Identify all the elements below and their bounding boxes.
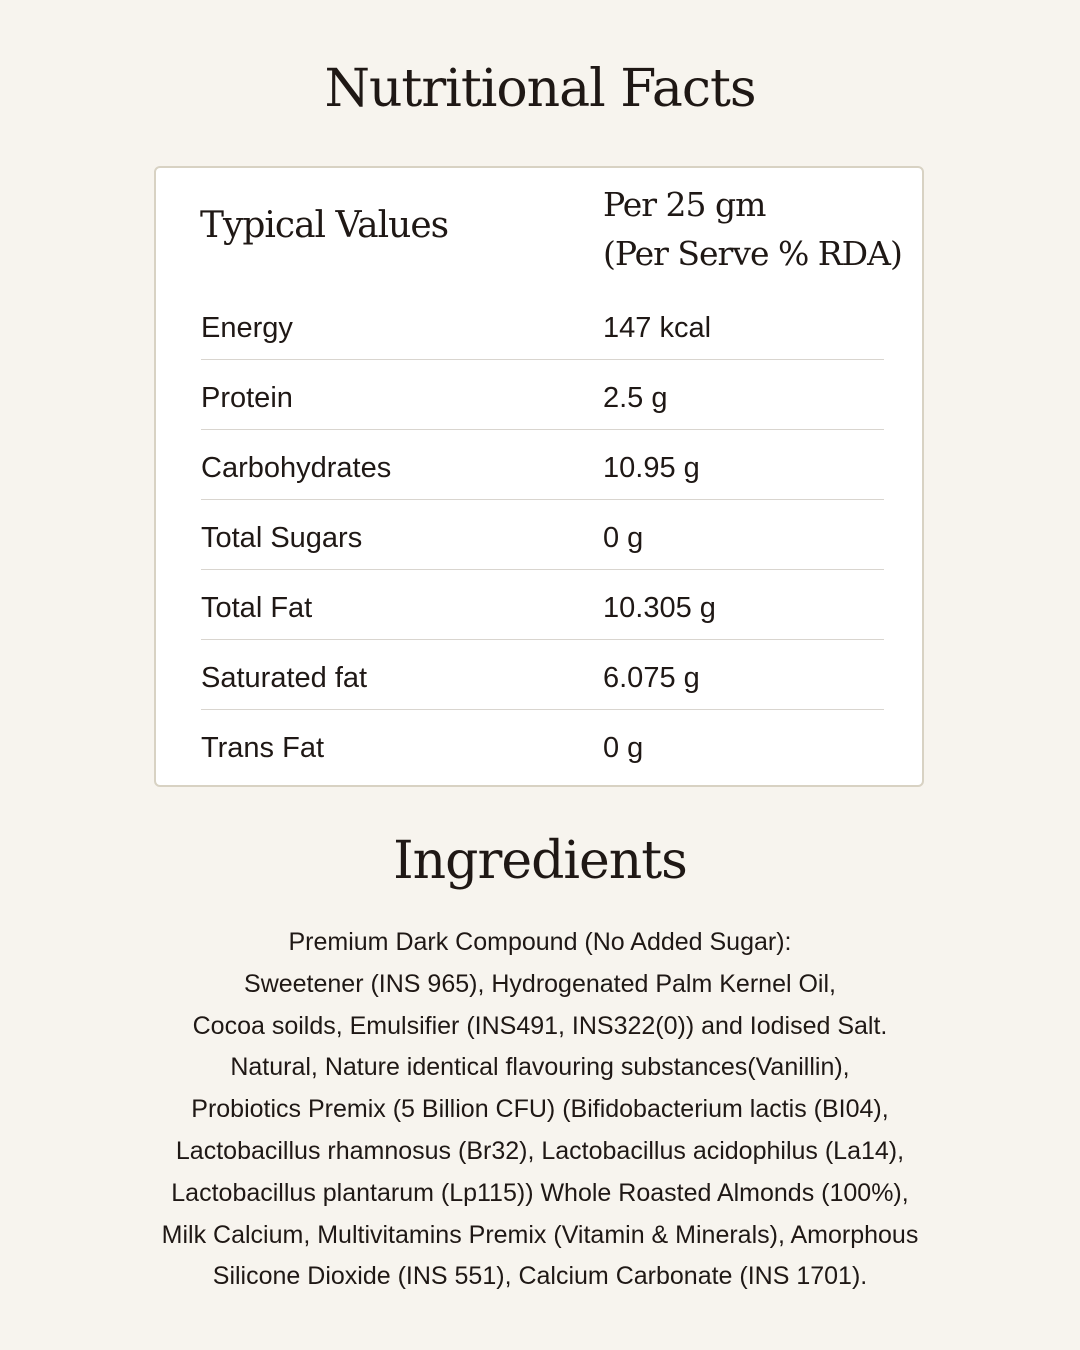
table-row bbox=[201, 640, 884, 710]
row-label: Total Fat bbox=[201, 592, 313, 624]
row-label: Protein bbox=[201, 382, 293, 414]
ingredients-line: Milk Calcium, Multivitamins Premix (Vitamin & Minerals), Amorphous bbox=[161, 1220, 919, 1249]
nutrition-rows bbox=[201, 290, 884, 779]
table-row bbox=[201, 430, 884, 500]
row-label: Trans Fat bbox=[201, 732, 325, 764]
header-per-serve-line1: Per 25 gm bbox=[603, 185, 766, 224]
ingredients-line: Natural, Nature identical flavouring substances(Vanillin), bbox=[230, 1053, 850, 1082]
ingredients-line: Premium Dark Compound (No Added Sugar): bbox=[288, 928, 792, 956]
ingredients-line: Silicone Dioxide (INS 551), Calcium Carbonate (INS 1701). bbox=[212, 1262, 868, 1291]
row-label: Energy bbox=[201, 312, 293, 344]
nutrition-title: Nutritional Facts bbox=[324, 59, 756, 119]
row-label: Saturated fat bbox=[201, 662, 368, 694]
table-row bbox=[201, 360, 884, 430]
row-label: Total Sugars bbox=[201, 522, 363, 554]
row-value: 0 g bbox=[603, 732, 644, 764]
ingredients-line: Lactobacillus plantarum (Lp115)) Whole Roasted Almonds (100%), bbox=[171, 1178, 909, 1207]
header-per-serve-line2: (Per Serve % RDA) bbox=[603, 234, 902, 273]
table-row bbox=[201, 290, 884, 360]
table-row bbox=[201, 570, 884, 640]
nutrition-table-header bbox=[156, 168, 922, 288]
row-value: 10.305 g bbox=[603, 592, 716, 624]
table-row bbox=[201, 500, 884, 570]
ingredients-line: Lactobacillus rhamnosus (Br32), Lactobacillus acidophilus (La14), bbox=[175, 1136, 905, 1165]
header-per-serve bbox=[603, 180, 902, 278]
ingredients-text bbox=[90, 922, 990, 1298]
row-value: 6.075 g bbox=[603, 662, 700, 694]
ingredients-title: Ingredients bbox=[393, 831, 687, 891]
row-value: 147 kcal bbox=[603, 312, 712, 344]
ingredients-line: Cocoa soilds, Emulsifier (INS491, INS322(0)) and Iodised Salt. bbox=[192, 1011, 888, 1040]
row-value: 0 g bbox=[603, 522, 644, 554]
nutrition-table bbox=[154, 166, 924, 787]
header-typical-values: Typical Values bbox=[200, 205, 449, 246]
row-value: 10.95 g bbox=[603, 452, 700, 484]
ingredients-line: Probiotics Premix (5 Billion CFU) (Bifidobacterium lactis (BI04), bbox=[191, 1095, 889, 1124]
row-label: Carbohydrates bbox=[201, 452, 392, 484]
row-value: 2.5 g bbox=[603, 382, 668, 414]
table-row bbox=[201, 710, 884, 779]
ingredients-line: Sweetener (INS 965), Hydrogenated Palm Kernel Oil, bbox=[244, 969, 836, 998]
